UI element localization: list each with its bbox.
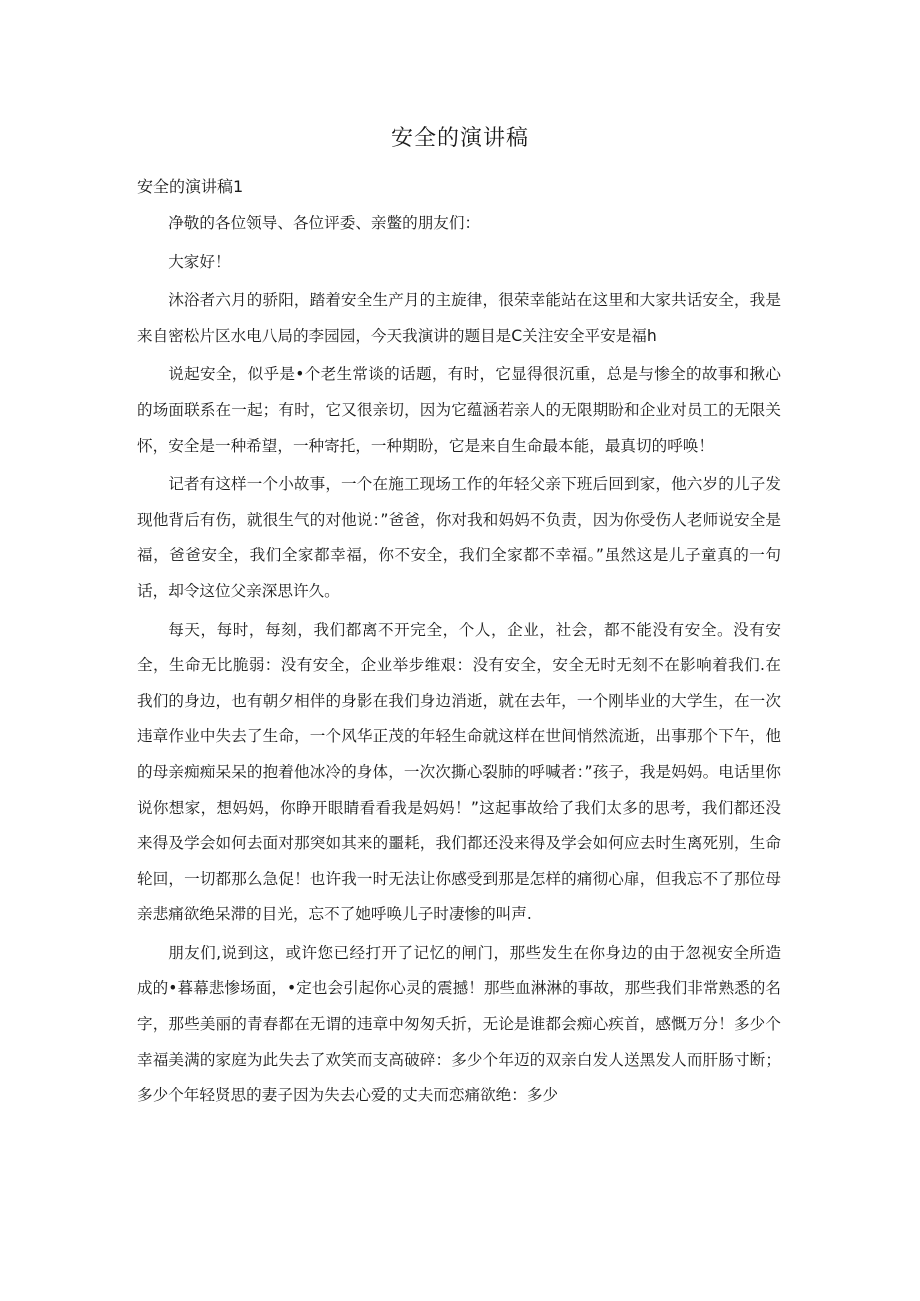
paragraph-greeting: 净敬的各位领导、各位评委、亲鳖的朋友们：: [168, 214, 481, 232]
paragraph-everyday: 每天，每时，每刻，我们都离不开完全，个人，企业，社会，都不能没有安全。没有安全，生命无比脆弱：没有安全，企业举步维艰：没有安全，安全无时无刻不在影响着我们.在我们的身边，也有朝夕相伴的身影在我们身边消逝，就在去年，一个刚毕业的大学生，在一次违章作业中失去了生命，一个风华正茂的年轻生命就这样在世间悄然流逝，出事那个下午，他的母亲痴痴呆呆的抱着他冰冷的身体，一次次撕心裂肺的呼喊者：”孩子，我是妈妈。电话里你说你想家，想妈妈，你睁开眼睛看看我是妈妈！”这起事故给了我们太多的思考，我们都还没来得及学会如何去面对那突如其来的噩耗，我们都还没来得及学会如何应去时生离死别，生命轮回，一切都那么急促！也许我一时无法让你感受到那是怎样的痛彻心扉，但我忘不了那位母亲悲痛欲绝呆滞的目光，忘不了她呼唤儿子时凄惨的叫声.: [137, 620, 781, 924]
paragraph-safety-meaning: 说起安全，似乎是•个老生常谈的话题，有时，它显得很沉重，总是与惨全的故事和揪心的场面联系在一起；有时，它又很亲切，因为它蕴涵若亲人的无限期盼和企业对员工的无限关怀，安全是一种希望，一种寄托，一种期盼，它是来自生命最本能，最真切的呼唤！: [137, 365, 781, 455]
paragraph-friends: 朋友们,说到这，或许您已经打开了记忆的闸门，那些发生在你身边的由于忽视安全所造成的•暮幕悲惨场面，•定也会引起你心灵的震撼！那些血淋淋的事故，那些我们非常熟悉的名字，那些美丽的青春都在无谓的违章中匆匆夭折，无论是谁都会痴心疾首，感慨万分！多少个幸福美满的家庭为此失去了欢笑而支高破碎：多少个年迈的双亲白发人送黑发人而肝肠寸断；多少个年轻贤思的妻子因为失去心爱的丈夫而恋痛欲绝：多少: [137, 943, 781, 1105]
document-body: [137, 206, 781, 1117]
paragraph-hello: 大家好！: [168, 252, 231, 271]
document-subtitle: 安全的演讲稿1: [137, 177, 244, 196]
document-title: 安全的演讲稿: [390, 126, 529, 151]
paragraph-intro: 沐浴者六月的骄阳，踏着安全生产月的主旋律，很荣幸能站在这里和大家共话安全，我是来自密松片区水电八局的李园园，今天我演讲的题目是C关注安全平安是福h: [137, 291, 781, 345]
paragraph-story: 记者有这样一个小故事，一个在施工现场工作的年轻父亲下班后回到家，他六岁的儿子发现他背后有伤，就很生气的对他说：”爸爸，你对我和妈妈不负责，因为你受伤人老师说安全是福，爸爸安全，我们全家都幸福，你不安全，我们全家都不幸福。”虽然这是儿子童真的一句话，却令这位父亲深思许久。: [137, 475, 781, 600]
